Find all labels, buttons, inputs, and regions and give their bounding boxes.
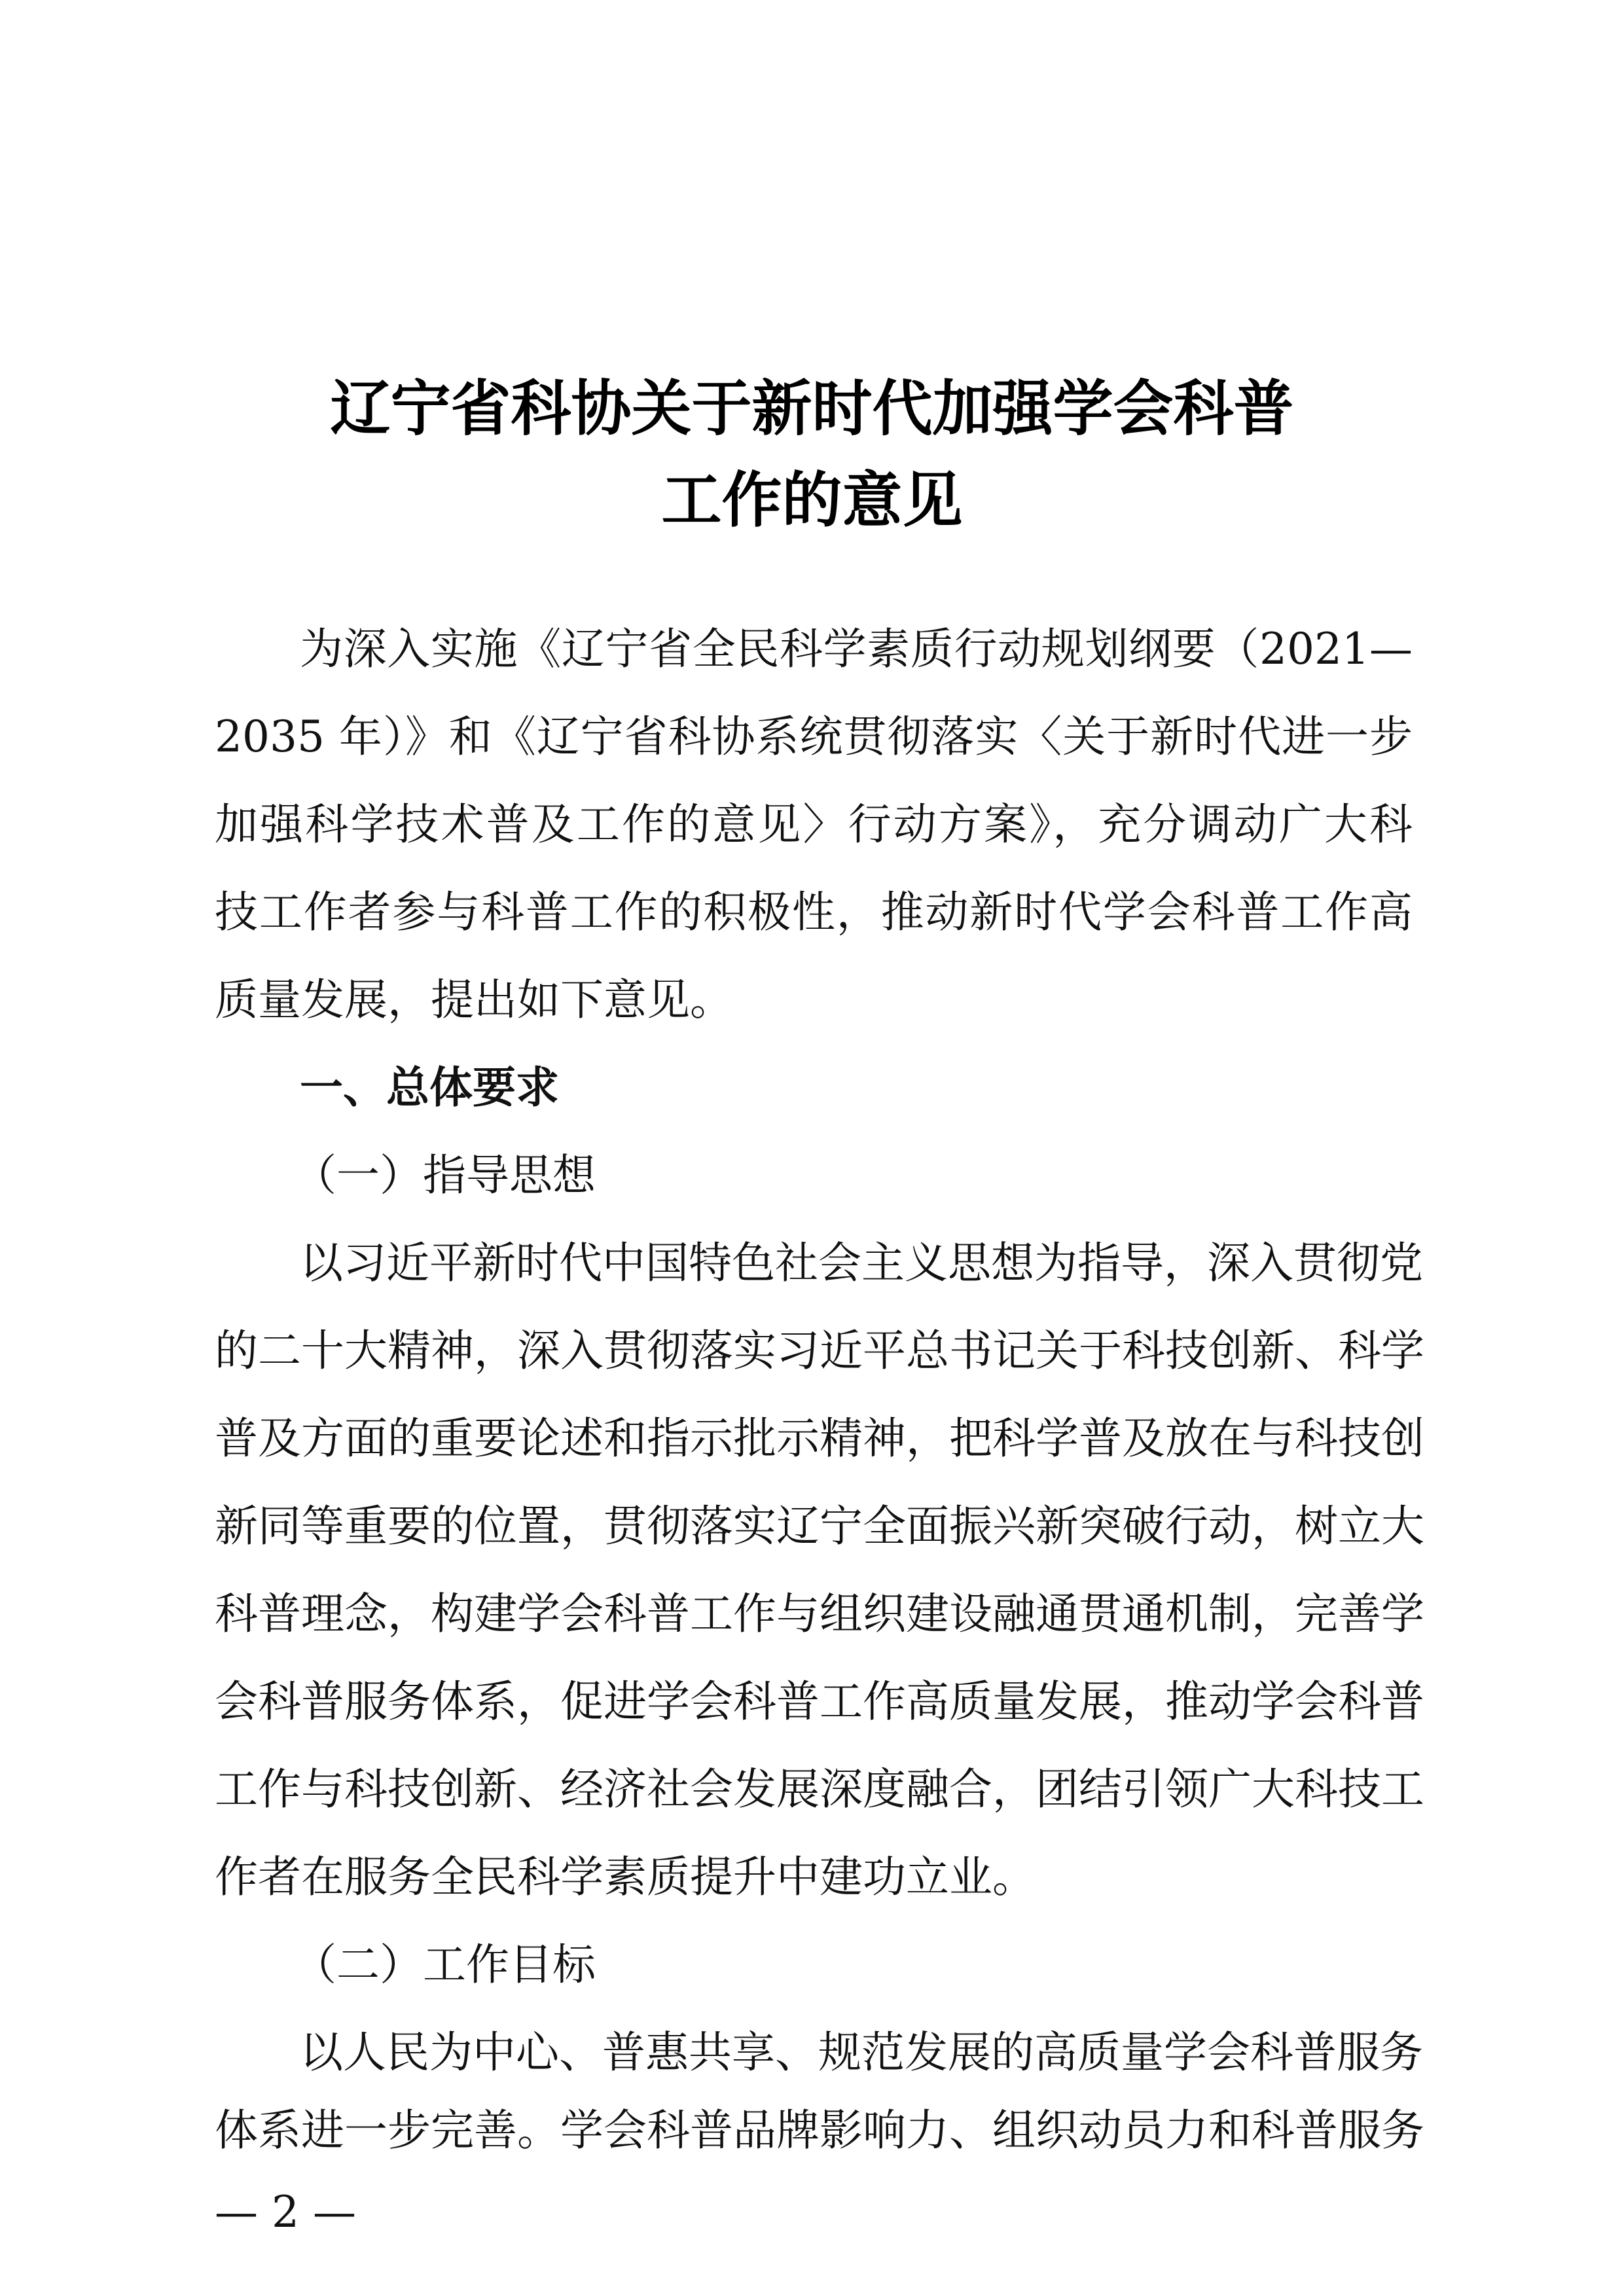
body-line: 工作与科技创新、经济社会发展深度融合，团结引领广大科技工 xyxy=(215,1764,1424,1814)
intro-line: 质量发展，提出如下意见。 xyxy=(215,975,733,1025)
body-line: 体系进一步完善。学会科普品牌影响力、组织动员力和科普服务 xyxy=(215,2105,1424,2155)
subsection-heading: （一）指导思想 xyxy=(293,1150,596,1200)
page-number: — 2 — xyxy=(215,2187,356,2237)
body-line: 以习近平新时代中国特色社会主义思想为指导，深入贯彻党 xyxy=(300,1238,1423,1288)
body-line: 以人民为中心、普惠共享、规范发展的高质量学会科普服务 xyxy=(300,2027,1423,2078)
body-line: 科普理念，构建学会科普工作与组织建设融通贯通机制，完善学 xyxy=(215,1589,1424,1639)
body-line: 会科普服务体系，促进学会科普工作高质量发展，推动学会科普 xyxy=(215,1676,1424,1727)
body-line: 普及方面的重要论述和指示批示精神，把科学普及放在与科技创 xyxy=(215,1413,1424,1464)
subsection-heading: （二）工作目标 xyxy=(293,1939,596,1990)
intro-line: 加强科学技术普及工作的意见〉行动方案》，充分调动广大科 xyxy=(215,799,1413,850)
intro-line: 技工作者参与科普工作的积极性，推动新时代学会科普工作高 xyxy=(215,887,1413,937)
body-line: 的二十大精神，深入贯彻落实习近平总书记关于科技创新、科学 xyxy=(215,1325,1424,1376)
intro-line: 为深入实施《辽宁省全民科学素质行动规划纲要（2021— xyxy=(300,624,1413,674)
document-title-line-2: 工作的意见 xyxy=(661,465,963,535)
intro-line: 2035 年）》和《辽宁省科协系统贯彻落实〈关于新时代进一步 xyxy=(215,712,1413,762)
body-line: 新同等重要的位置，贯彻落实辽宁全面振兴新突破行动，树立大 xyxy=(215,1501,1424,1551)
body-line: 作者在服务全民科学素质提升中建功立业。 xyxy=(215,1852,1036,1902)
document-title-line-1: 辽宁省科协关于新时代加强学会科普 xyxy=(330,374,1294,444)
section-heading: 一、总体要求 xyxy=(300,1062,559,1113)
